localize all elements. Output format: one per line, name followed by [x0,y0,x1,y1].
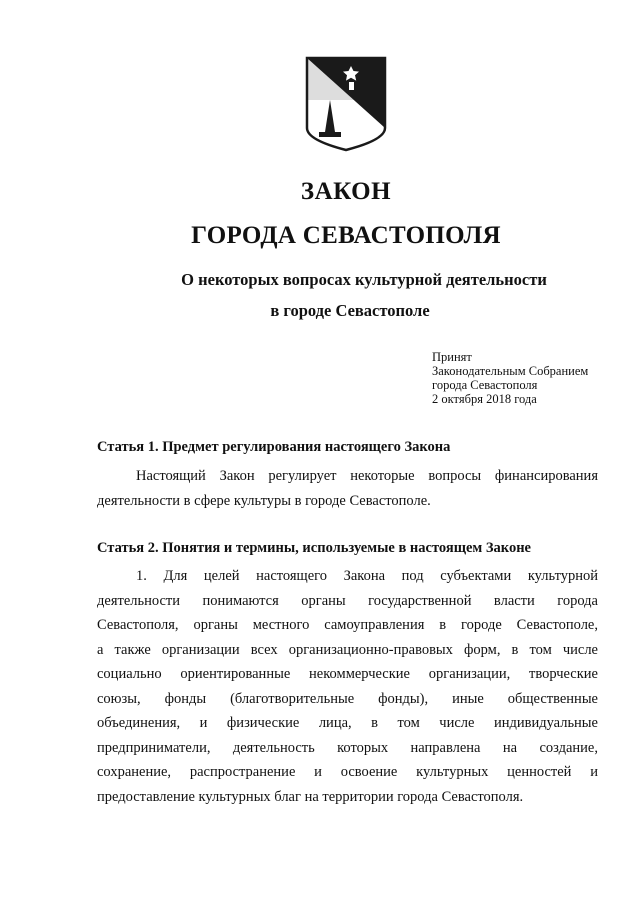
text-line: Севастополя, органы местного самоуправления в городе Севастополе, [97,617,598,633]
subtitle-line-2: в городе Севастополе [270,301,430,320]
adoption-line: Законодательным Собранием [432,364,589,378]
text-line: предоставление культурных благ на территории города Севастополя. [97,788,524,805]
text-line: сохранение, распространение и освоение культурных ценностей и [97,764,598,780]
text-line: предприниматели, деятельность которых направлена на создание, [97,739,598,756]
text-line: деятельности понимаются органы государственной власти города [97,592,598,609]
law-title: ЗАКОН [300,178,392,205]
adoption-line: Принят [432,350,472,364]
article-2-heading: Статья 2. Понятия и термины, используемые в настоящем Законе [97,540,531,556]
text-line: социально ориентированные некоммерческие организации, творческие [97,666,598,682]
text-line: объединения, и физические лица, в том числе индивидуальные [97,715,598,731]
adoption-note [432,350,588,406]
subtitle-line-1: О некоторых вопросах культурной деятельности [181,270,547,289]
article-1-text [97,464,598,513]
text-line: Настоящий Закон регулирует некоторые вопросы финансирования [136,468,598,484]
text-line: 1. Для целей настоящего Закона под субъектами культурной [136,568,598,584]
adoption-date: 2 октября 2018 года [432,392,537,406]
text-line: а также организации всех организационно-правовых форм, в том числе [97,641,598,658]
text-line: деятельности в сфере культуры в городе Севастополе. [97,492,431,509]
article-1-heading: Статья 1. Предмет регулирования настоящего Закона [97,439,451,455]
adoption-line: города Севастополя [432,378,538,392]
article-2-text [97,564,598,809]
sevastopol-coat-of-arms-icon [305,56,387,152]
text-line: союзы, фонды (благотворительные фонды), иные общественные [97,690,598,707]
city-title: ГОРОДА СЕВАСТОПОЛЯ [191,222,501,249]
